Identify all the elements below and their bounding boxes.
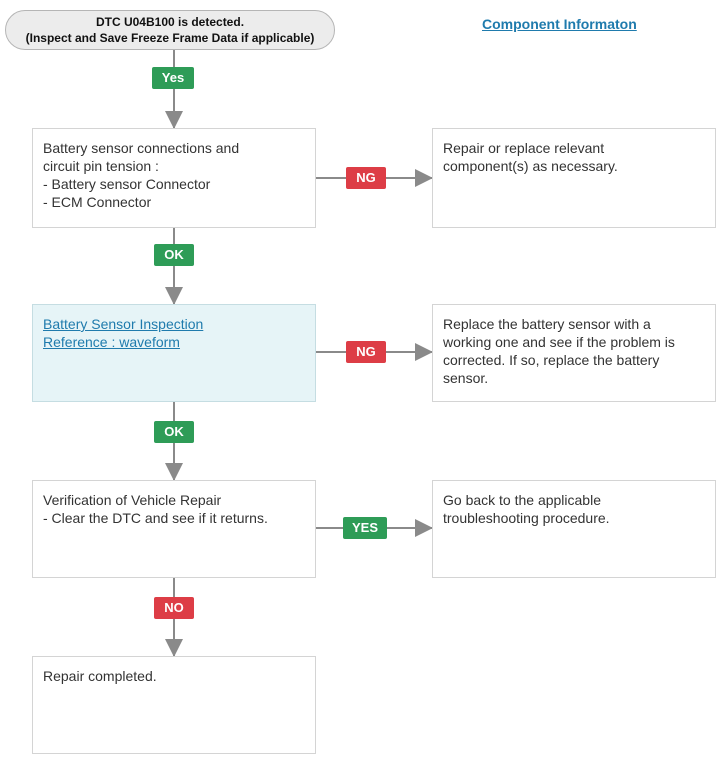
step2-branch-line-1: Replace the battery sensor with a (443, 316, 651, 332)
component-information-link[interactable]: Component Informaton (482, 16, 637, 32)
step3-yes-label: YES (343, 517, 387, 539)
step2-box[interactable] (32, 304, 316, 402)
step3-line-2: - Clear the DTC and see if it returns. (43, 510, 268, 526)
step1-line-1: Battery sensor connections and (43, 140, 240, 156)
step1-branch-line-1: Repair or replace relevant (443, 140, 605, 156)
step2-branch-line-2: working one and see if the problem is (443, 334, 675, 350)
start-line-2: (Inspect and Save Freeze Frame Data if applicable) (25, 31, 315, 45)
step2-branch-box (432, 304, 716, 402)
step2-ok-label: OK (154, 421, 194, 443)
step2-branch-line-3: corrected. If so, replace the battery (443, 352, 660, 368)
step1-ng-label: NG (346, 167, 386, 189)
step3-no-label: NO (154, 597, 194, 619)
step3-branch-line-1: Go back to the applicable (443, 492, 601, 508)
step1-branch-box (432, 128, 716, 228)
step3-line-1: Verification of Vehicle Repair (43, 492, 222, 508)
step2-branch-line-4: sensor. (443, 370, 489, 386)
yes-label: Yes (152, 67, 194, 89)
step1-branch-line-2: component(s) as necessary. (443, 158, 618, 174)
step1-box (32, 128, 316, 228)
reference-waveform-link[interactable]: Reference : waveform (43, 334, 180, 350)
final-box (32, 656, 316, 754)
step1-line-2: circuit pin tension : (43, 158, 159, 174)
step1-line-3: - Battery sensor Connector (43, 176, 211, 192)
step1-ok-label: OK (154, 244, 194, 266)
start-node (5, 10, 335, 50)
step3-branch-line-2: troubleshooting procedure. (443, 510, 610, 526)
step3-box (32, 480, 316, 578)
battery-sensor-inspection-link[interactable]: Battery Sensor Inspection (43, 316, 204, 332)
step1-line-4: - ECM Connector (43, 194, 152, 210)
start-line-1: DTC U04B100 is detected. (95, 15, 245, 29)
step3-branch-box (432, 480, 716, 578)
final-text: Repair completed. (43, 668, 157, 684)
step2-ng-label: NG (346, 341, 386, 363)
